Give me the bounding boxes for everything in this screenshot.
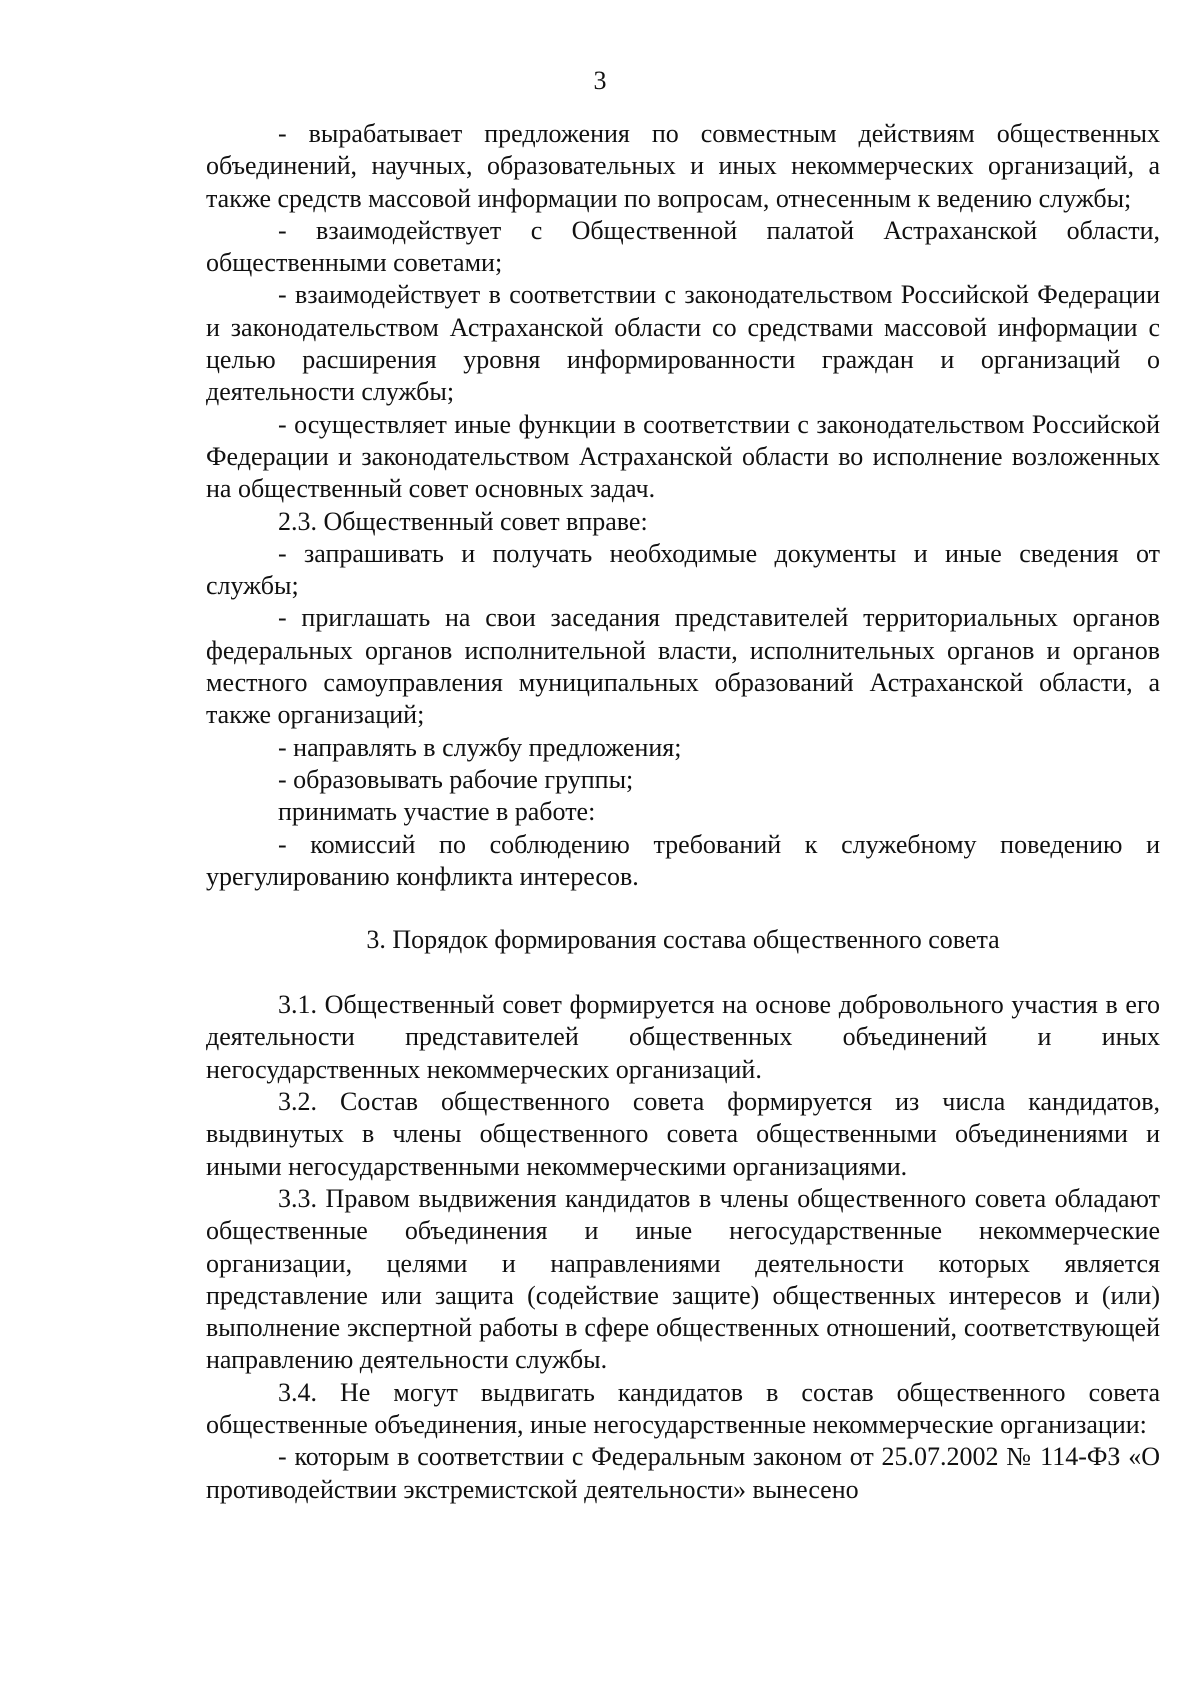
paragraph-3-2: 3.2. Состав общественного совета формируется из числа кандидатов, выдвинутых в члены общественного совета общественными объединениями и иными негосударственными некоммерческими организациями.: [206, 1087, 1160, 1181]
paragraph-request-documents: - запрашивать и получать необходимые документы и иные сведения от службы;: [206, 538, 1160, 601]
paragraph-participate: принимать участие в работе:: [278, 797, 596, 827]
paragraph-3-4: 3.4. Не могут выдвигать кандидатов в состав общественного совета общественные объединения, иные негосударственные некоммерческие организации:: [206, 1377, 1160, 1439]
paragraph-proposals: - вырабатывает предложения по совместным действиям общественных объединений, научных, образовательных и иных некоммерческих организаций, а также средств массовой информации по вопросам, отнесенным к ведению службы;: [206, 119, 1160, 213]
paragraph-mass-media: - взаимодействует в соответствии с законодательством Российской Федерации и законодательством Астраханской области со средствами массовой информации с целью расширения уровня информированности граждан и организаций о деятельности службы;: [206, 280, 1160, 407]
section-heading: 3. Порядок формирования состава общественного совета: [366, 925, 1000, 955]
paragraph-2-3-rights: 2.3. Общественный совет вправе:: [278, 506, 648, 536]
page-number: 3: [593, 66, 607, 95]
paragraph-3-1: 3.1. Общественный совет формируется на основе добровольного участия в его деятельности представителей общественных объединений и иных негосударственных некоммерческих организаций.: [206, 990, 1160, 1084]
paragraph-commissions: - комиссий по соблюдению требований к служебному поведению и урегулированию конфликта интересов.: [206, 829, 1160, 891]
paragraph-3-3: 3.3. Правом выдвижения кандидатов в члены общественного совета обладают общественные объединения и иные негосударственные некоммерческие организации, целями и направлениями деятельности которых является представление или защита (содействие защите) общественных интересов и (или) выполнение экспертной работы в сфере общественных отношений, соответствующей направлению деятельности службы.: [206, 1183, 1160, 1375]
paragraph-public-chamber: - взаимодействует с Общественной палатой Астраханской области, общественными советами;: [206, 215, 1160, 278]
paragraph-other-functions: - осуществляет иные функции в соответствии с законодательством Российской Федерации и законодательством Астраханской области во исполнение возложенных на общественный совет основных задач.: [206, 409, 1160, 504]
paragraph-send-proposals: - направлять в службу предложения;: [278, 732, 682, 762]
paragraph-invite-representatives: - приглашать на свои заседания представителей территориальных органов федеральных органов исполнительной власти, исполнительных органов и органов местного самоуправления муниципальных образований Астраханской области, а также организаций;: [206, 603, 1160, 730]
document-body: [206, 118, 1160, 1506]
paragraph-working-groups: - образовывать рабочие группы;: [278, 764, 634, 794]
paragraph-extremism-law: - которым в соответствии с Федеральным законом от 25.07.2002 № 114-ФЗ «О противодействии экстремистской деятельности» вынесено: [206, 1442, 1160, 1504]
